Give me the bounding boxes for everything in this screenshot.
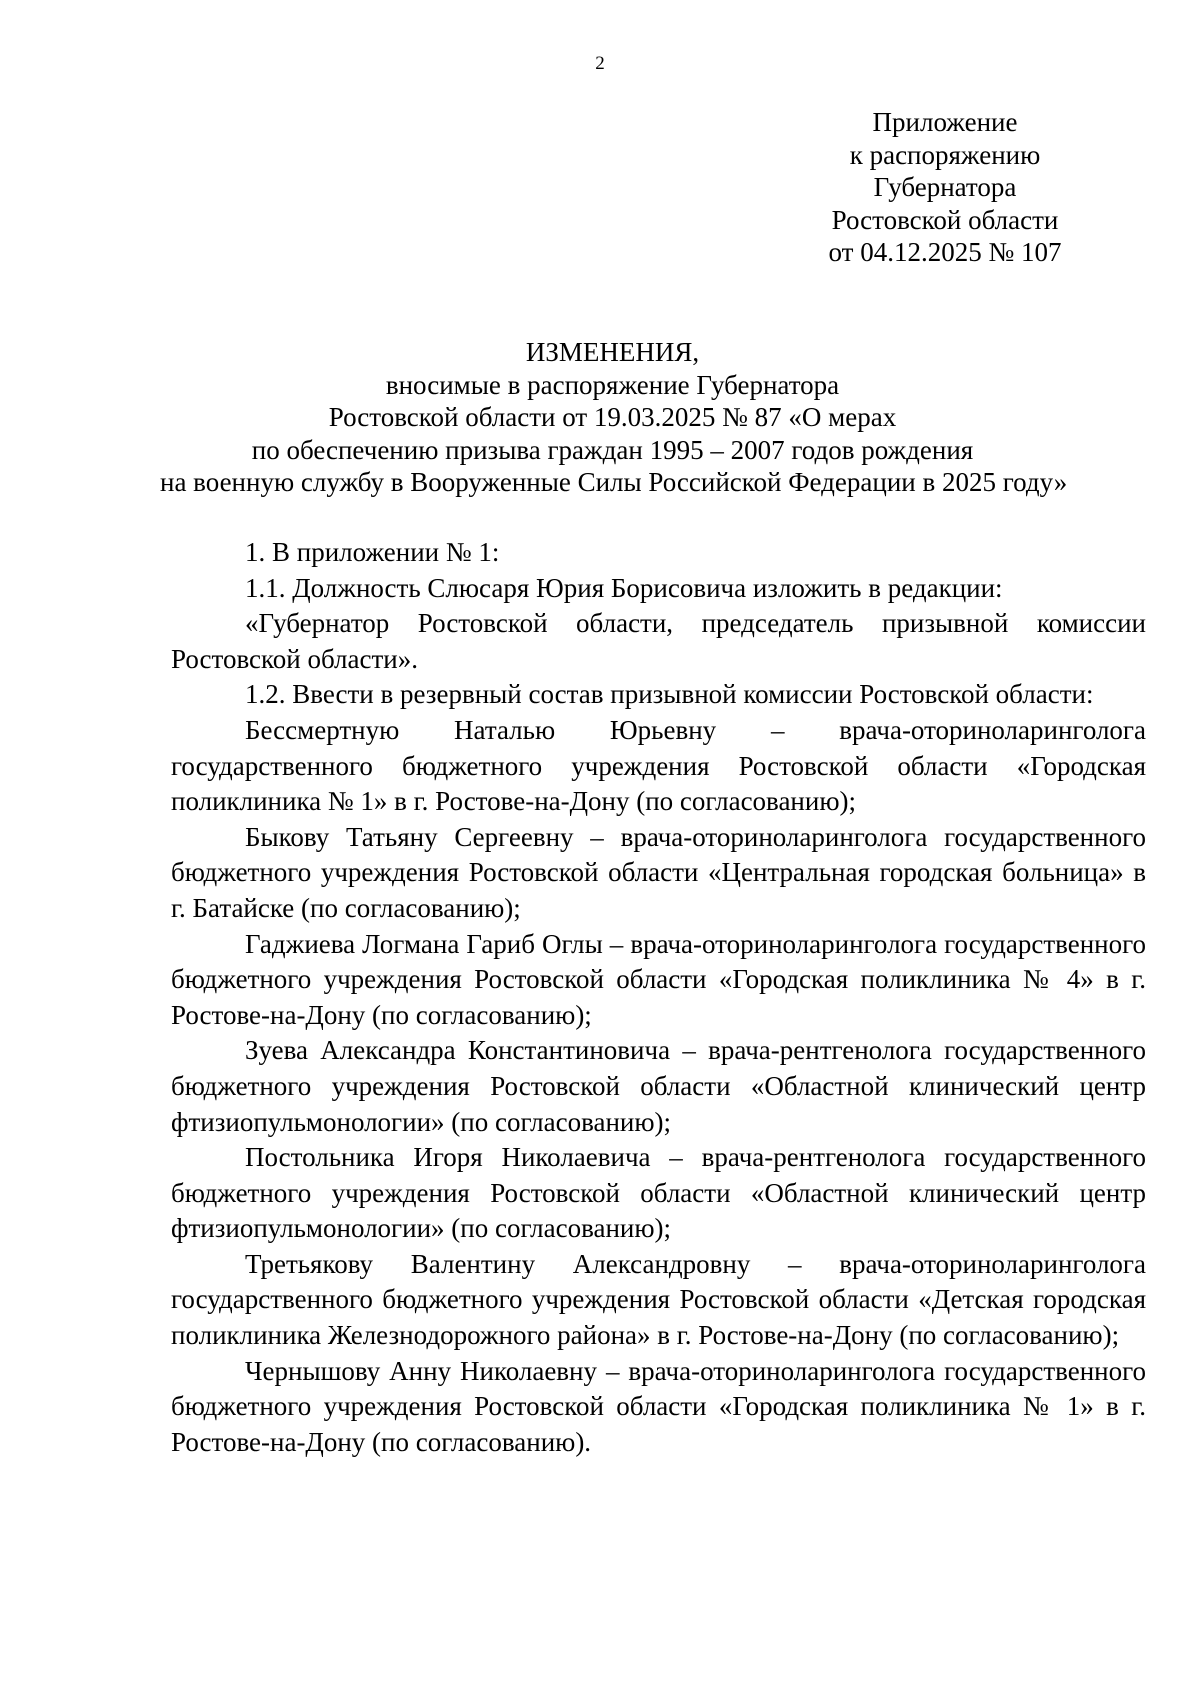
paragraph-member-postolnik: Постольника Игоря Николаевича – врача-рентгенолога государственного бюджетного учреждения Ростовской области «Областной клинический центр фтизиопульмонологии» (по согласованию); — [171, 1142, 1146, 1244]
heading-line: на военную службу в Вооруженные Силы Российской Федерации в 2025 году» — [160, 467, 1068, 497]
appendix-line: Приложение — [872, 107, 1018, 137]
heading-line: вносимые в распоряжение Губернатора — [385, 369, 840, 400]
document-body — [171, 535, 1146, 1460]
paragraph-item-1: 1. В приложении № 1: — [245, 537, 500, 567]
document-heading — [160, 336, 1068, 499]
appendix-line: к распоряжению — [849, 139, 1041, 170]
paragraph-member-gadzhiev: Гаджиева Логмана Гариб Оглы – врача-оториноларинголога государственного бюджетного учреждения Ростовской области «Городская поликлиника № 4» в г. Ростове-на-Дону (по согласованию); — [171, 928, 1146, 1030]
appendix-line: Ростовской области — [831, 204, 1059, 235]
appendix-line: Губернатора — [873, 172, 1017, 202]
heading-line: по обеспечению призыва граждан 1995 – 2007 годов рождения — [251, 434, 974, 465]
paragraph-item-1-1: 1.1. Должность Слюсаря Юрия Борисовича изложить в редакции: — [245, 572, 1003, 603]
paragraph-member-bykova: Быкову Татьяну Сергеевну – врача-оториноларинголога государственного бюджетного учреждения Ростовской области «Центральная городская больница» в г. Батайске (по согласованию); — [171, 821, 1146, 923]
page-number: 2 — [595, 53, 605, 74]
appendix-block — [780, 106, 1110, 269]
heading-title: ИЗМЕНЕНИЯ, — [525, 337, 700, 367]
paragraph-member-chernyshova: Чернышову Анну Николаевну – врача-оториноларинголога государственного бюджетного учреждения Ростовской области «Городская поликлиника № 1» в г. Ростове-на-Дону (по согласованию). — [171, 1355, 1146, 1457]
appendix-line: от 04.12.2025 № 107 — [828, 237, 1062, 267]
paragraph-governor-title: «Губернатор Ростовской области, председатель призывной комиссии Ростовской области». — [171, 608, 1146, 674]
paragraph-member-bessmertnaya: Бессмертную Наталью Юрьевну – врача-оториноларинголога государственного бюджетного учреждения Ростовской области «Городская поликлиника № 1» в г. Ростове-на-Дону (по согласованию); — [171, 714, 1146, 817]
heading-line: Ростовской области от 19.03.2025 № 87 «О мерах — [328, 402, 897, 432]
paragraph-member-tretyakova: Третьякову Валентину Александровну – врача-оториноларинголога государственного бюджетного учреждения Ростовской области «Детская городская поликлиника Железнодорожного района» в г. Ростове-на-Дону (по согласованию); — [171, 1248, 1146, 1351]
paragraph-member-zuev: Зуева Александра Константиновича – врача-рентгенолога государственного бюджетного учреждения Ростовской области «Областной клинический центр фтизиопульмонологии» (по согласованию); — [171, 1035, 1146, 1137]
paragraph-item-1-2: 1.2. Ввести в резервный состав призывной комиссии Ростовской области: — [245, 679, 1094, 710]
